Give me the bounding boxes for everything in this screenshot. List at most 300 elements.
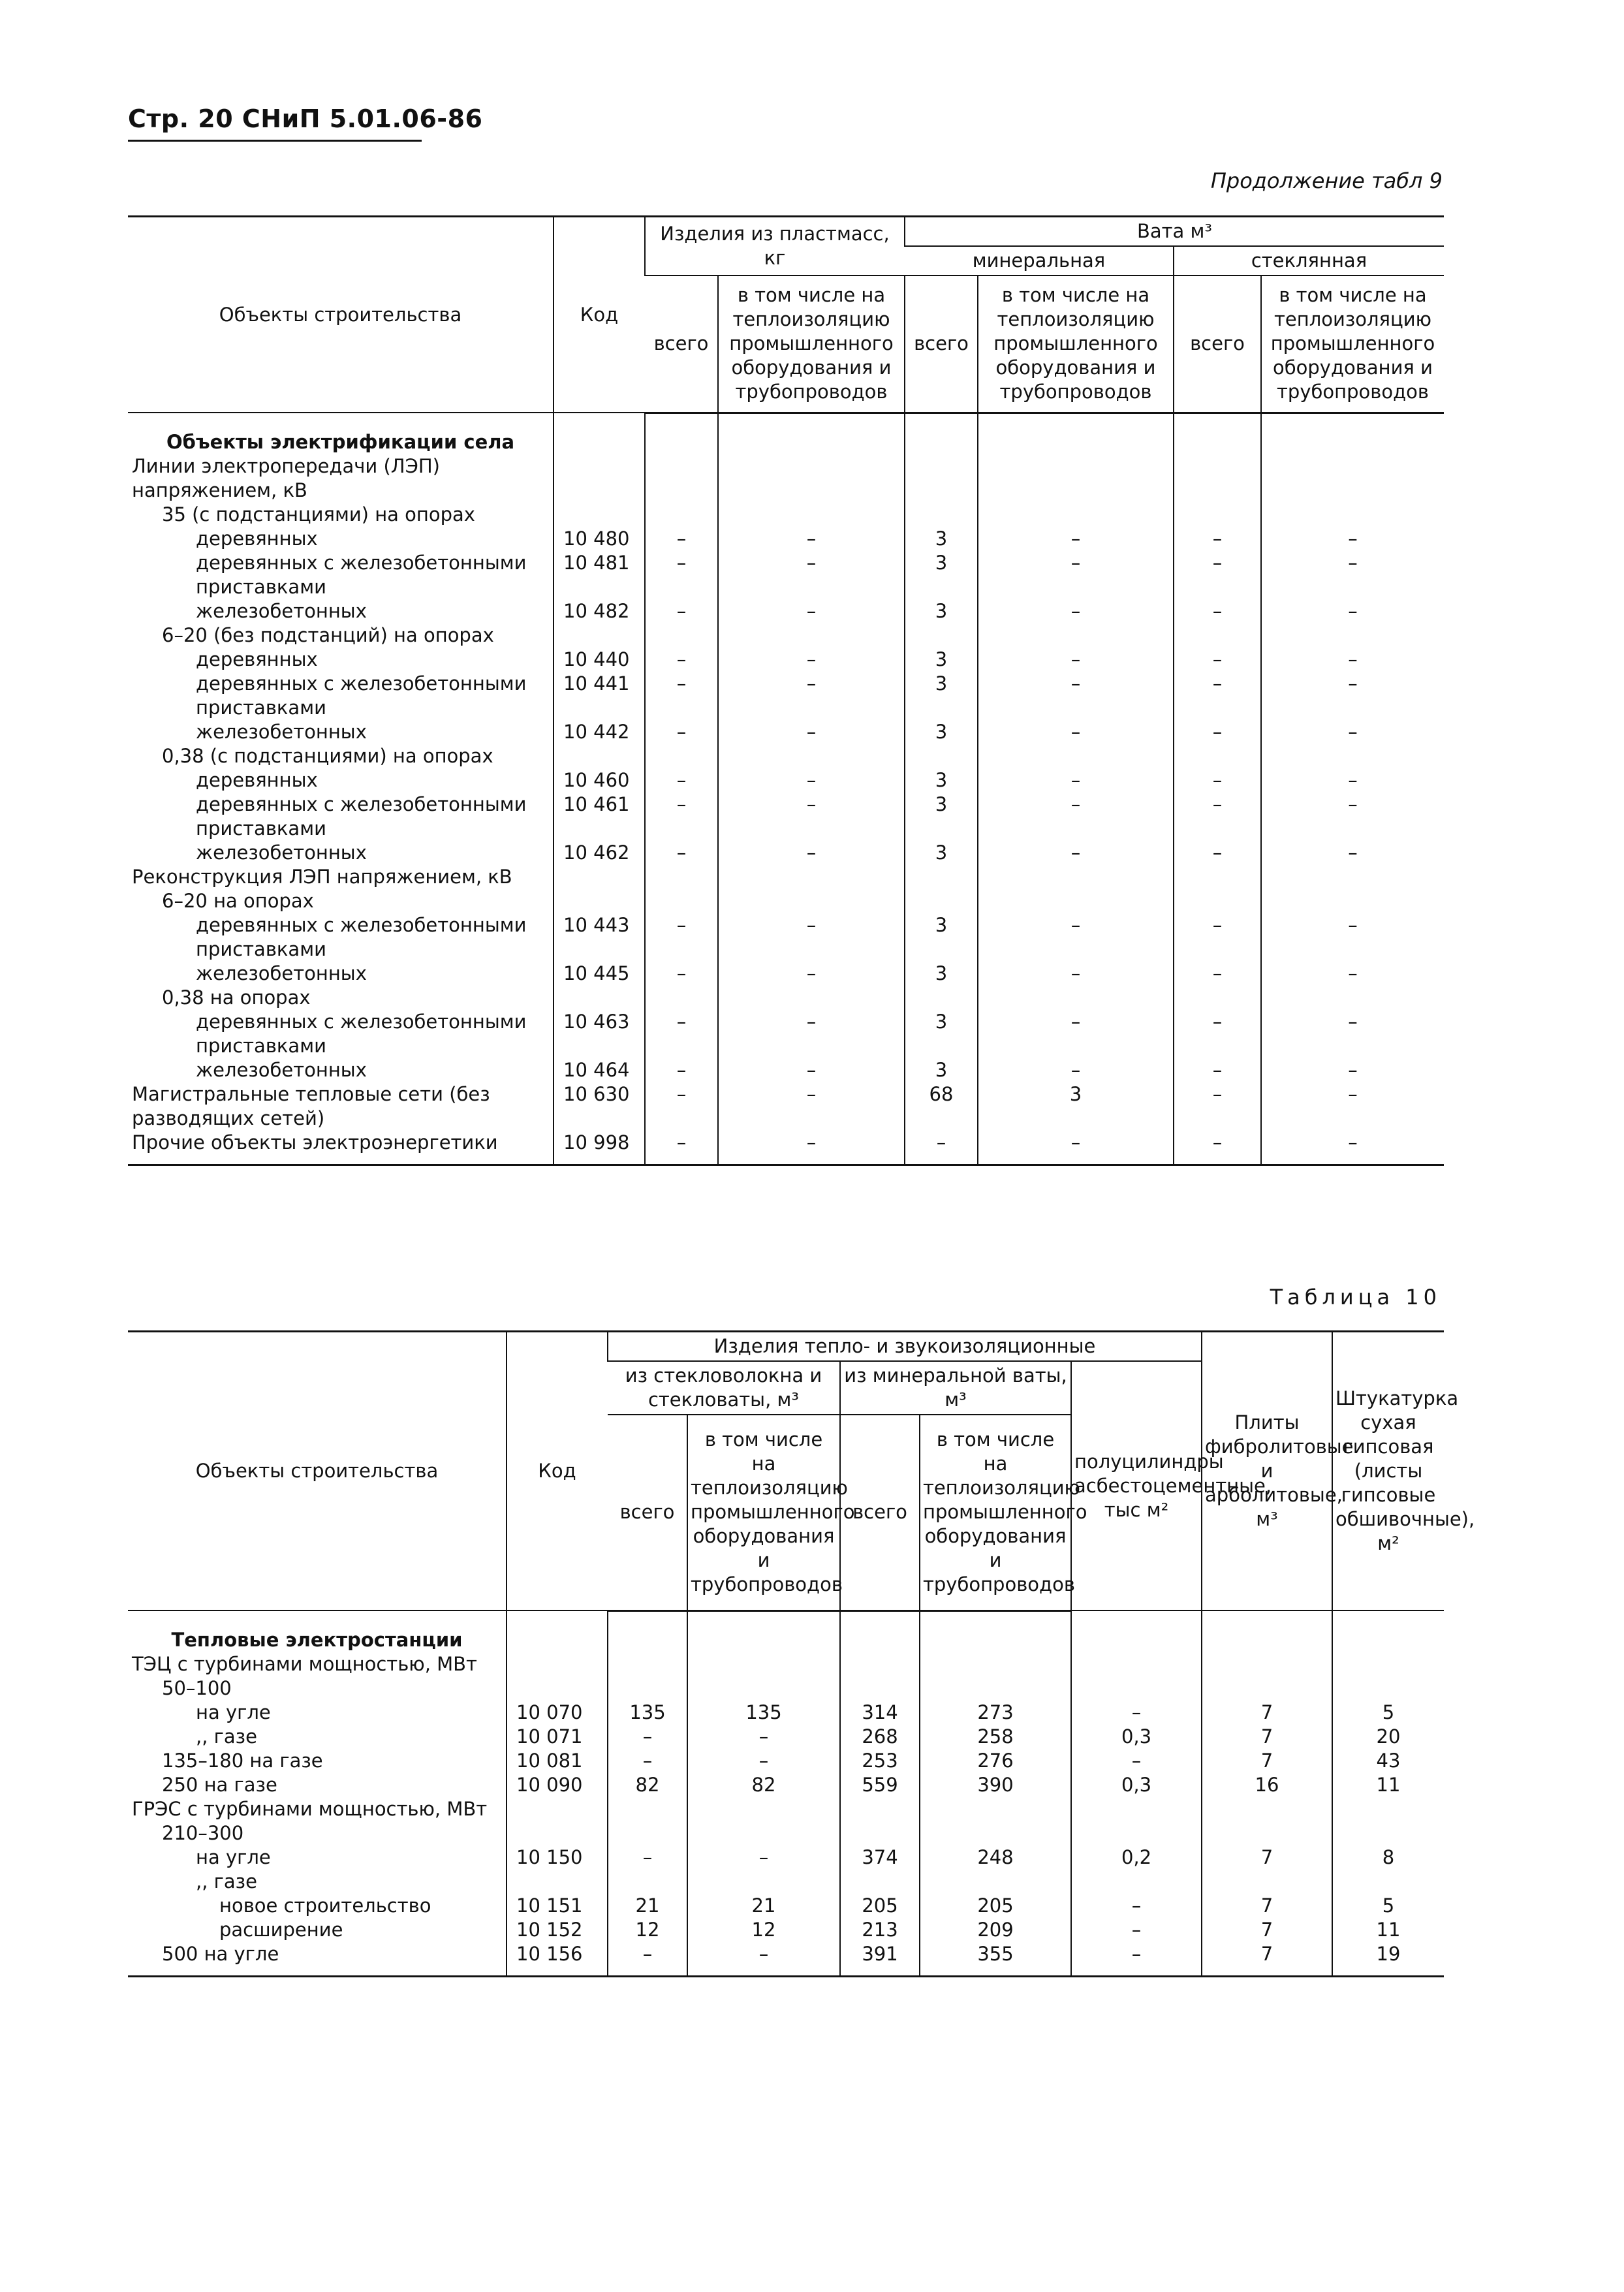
row-value: – xyxy=(645,962,718,986)
row-value: – xyxy=(978,913,1174,962)
col-total: всего xyxy=(840,1415,920,1610)
row-value xyxy=(840,1870,920,1894)
row-value xyxy=(1261,503,1444,527)
row-value: – xyxy=(1071,1749,1202,1773)
table-row xyxy=(128,986,1444,1010)
row-value: – xyxy=(645,1058,718,1082)
row-value: 7 xyxy=(1202,1942,1332,1977)
table-row xyxy=(128,503,1444,527)
col-code: Код xyxy=(554,217,645,413)
table-10-title: Таблица 10 xyxy=(1270,1285,1441,1310)
table-row xyxy=(128,1676,1444,1701)
col-including: в том числе на теплоизоляцию промышленного оборудования и трубопроводов xyxy=(978,275,1174,413)
row-value: – xyxy=(645,793,718,841)
row-value: 82 xyxy=(608,1773,687,1797)
col-objects: Объекты строительства xyxy=(128,217,554,413)
row-value: – xyxy=(645,841,718,865)
row-value: 7 xyxy=(1202,1845,1332,1870)
row-name: деревянных с железобетонными приставками xyxy=(196,793,527,840)
row-value: 11 xyxy=(1332,1918,1444,1942)
row-value: – xyxy=(718,962,905,986)
row-value: 5 xyxy=(1332,1894,1444,1918)
row-value: – xyxy=(1261,962,1444,986)
row-code: 10 156 xyxy=(507,1942,608,1977)
row-code: 10 482 xyxy=(554,599,645,623)
row-name: 0,38 (с подстанциями) на опорах xyxy=(162,745,493,767)
row-code: 10 480 xyxy=(554,527,645,551)
row-value: – xyxy=(1174,962,1261,986)
row-value: – xyxy=(1261,527,1444,551)
row-value: – xyxy=(1261,672,1444,720)
row-code xyxy=(554,744,645,768)
row-value xyxy=(645,889,718,913)
table-row xyxy=(128,1821,1444,1845)
row-code: 10 070 xyxy=(507,1701,608,1725)
row-value: – xyxy=(1174,1082,1261,1131)
row-code xyxy=(554,986,645,1010)
row-code xyxy=(554,623,645,648)
row-value xyxy=(1202,1797,1332,1821)
row-value: – xyxy=(1174,551,1261,599)
row-name: новое строительство xyxy=(219,1894,431,1917)
row-code xyxy=(507,1870,608,1894)
row-value: 3 xyxy=(905,720,978,744)
row-value: – xyxy=(718,551,905,599)
table-row xyxy=(128,1942,1444,1977)
row-code xyxy=(554,889,645,913)
row-value: – xyxy=(1174,672,1261,720)
row-value xyxy=(1261,623,1444,648)
row-name: расширение xyxy=(219,1919,343,1941)
col-plastics: Изделия из пластмасс, кг xyxy=(645,217,905,276)
row-value: 355 xyxy=(920,1942,1071,1977)
row-value xyxy=(608,1821,687,1845)
row-value xyxy=(978,623,1174,648)
table-row xyxy=(128,672,1444,720)
row-value xyxy=(1261,889,1444,913)
row-value: – xyxy=(1174,841,1261,865)
row-value xyxy=(718,623,905,648)
row-value: 248 xyxy=(920,1845,1071,1870)
row-code: 10 463 xyxy=(554,1010,645,1058)
row-value: 205 xyxy=(920,1894,1071,1918)
row-value xyxy=(687,1797,840,1821)
row-name: деревянных xyxy=(196,527,318,550)
row-value: – xyxy=(687,1845,840,1870)
table-row xyxy=(128,1918,1444,1942)
row-value: – xyxy=(1071,1942,1202,1977)
row-value xyxy=(1261,986,1444,1010)
row-value: – xyxy=(1174,599,1261,623)
row-value: – xyxy=(608,1725,687,1749)
row-name: 6–20 на опорах xyxy=(162,890,314,912)
row-value xyxy=(978,454,1174,503)
table-row xyxy=(128,889,1444,913)
row-name: 210–300 xyxy=(162,1822,244,1844)
row-code xyxy=(554,503,645,527)
row-value: 7 xyxy=(1202,1701,1332,1725)
row-value: – xyxy=(1261,551,1444,599)
row-value: – xyxy=(1174,1058,1261,1082)
row-value: 3 xyxy=(905,648,978,672)
table-row xyxy=(128,720,1444,744)
col-including: в том числе на теплоизоляцию промышленного оборудования и трубопроводов xyxy=(1261,275,1444,413)
row-code: 10 481 xyxy=(554,551,645,599)
row-value xyxy=(718,889,905,913)
row-value xyxy=(905,986,978,1010)
section-title: Объекты электрификации села xyxy=(166,431,515,453)
row-value xyxy=(645,865,718,889)
col-total: всего xyxy=(905,275,978,413)
row-value xyxy=(840,1797,920,1821)
row-value: – xyxy=(645,1082,718,1131)
row-value: – xyxy=(1261,768,1444,793)
table-row xyxy=(128,1058,1444,1082)
row-name: ,, газе xyxy=(196,1870,257,1892)
row-value xyxy=(920,1676,1071,1701)
row-name: ,, газе xyxy=(196,1725,257,1748)
row-value: 16 xyxy=(1202,1773,1332,1797)
row-value: – xyxy=(978,648,1174,672)
row-value: – xyxy=(718,1131,905,1165)
row-code: 10 081 xyxy=(507,1749,608,1773)
row-value: – xyxy=(1261,793,1444,841)
row-code xyxy=(507,1652,608,1676)
row-code: 10 461 xyxy=(554,793,645,841)
row-value: – xyxy=(718,841,905,865)
row-value xyxy=(840,1821,920,1845)
table-row xyxy=(128,1845,1444,1870)
table-row xyxy=(128,1701,1444,1725)
row-value: – xyxy=(718,913,905,962)
row-code: 10 441 xyxy=(554,672,645,720)
row-value xyxy=(905,889,978,913)
row-value xyxy=(1174,623,1261,648)
row-value xyxy=(645,503,718,527)
row-value: 559 xyxy=(840,1773,920,1797)
table-10 xyxy=(128,1330,1475,1977)
row-value xyxy=(905,454,978,503)
table-row xyxy=(128,841,1444,865)
row-value xyxy=(905,744,978,768)
row-value: – xyxy=(1261,1131,1444,1165)
row-value: 390 xyxy=(920,1773,1071,1797)
row-value: 20 xyxy=(1332,1725,1444,1749)
row-value xyxy=(978,865,1174,889)
row-value: 3 xyxy=(905,793,978,841)
row-value: 0,2 xyxy=(1071,1845,1202,1870)
row-value: – xyxy=(687,1749,840,1773)
row-value: 3 xyxy=(978,1082,1174,1131)
row-value: 258 xyxy=(920,1725,1071,1749)
table-row xyxy=(128,793,1444,841)
row-value: 273 xyxy=(920,1701,1071,1725)
col-plaster: Штукатурка сухая гипсовая (листы гипсовые обшивочные), м² xyxy=(1332,1332,1444,1611)
row-code: 10 152 xyxy=(507,1918,608,1942)
row-value: 82 xyxy=(687,1773,840,1797)
row-value xyxy=(1332,1652,1444,1676)
row-value: – xyxy=(608,1845,687,1870)
row-name: железобетонных xyxy=(196,600,367,622)
row-value: – xyxy=(645,720,718,744)
row-value: – xyxy=(1174,1010,1261,1058)
row-value: 209 xyxy=(920,1918,1071,1942)
row-value xyxy=(978,986,1174,1010)
row-name: железобетонных xyxy=(196,841,367,864)
table-row xyxy=(128,1010,1444,1058)
row-value: – xyxy=(1261,1058,1444,1082)
row-value xyxy=(920,1797,1071,1821)
row-code: 10 443 xyxy=(554,913,645,962)
row-value xyxy=(608,1652,687,1676)
col-mineralwool: из минеральной ваты, м³ xyxy=(840,1361,1071,1415)
row-value: 3 xyxy=(905,913,978,962)
row-value: 3 xyxy=(905,672,978,720)
table-row xyxy=(128,1749,1444,1773)
row-value: – xyxy=(978,527,1174,551)
row-name: 6–20 (без подстанций) на опорах xyxy=(162,624,494,646)
row-name: деревянных xyxy=(196,648,318,670)
row-value: – xyxy=(978,599,1174,623)
row-value: – xyxy=(718,793,905,841)
row-code: 10 630 xyxy=(554,1082,645,1131)
col-code: Код xyxy=(507,1332,608,1611)
row-value: – xyxy=(978,551,1174,599)
row-value: – xyxy=(1071,1918,1202,1942)
row-value xyxy=(1332,1676,1444,1701)
col-total: всего xyxy=(608,1415,687,1610)
row-value: – xyxy=(608,1749,687,1773)
row-value: 11 xyxy=(1332,1773,1444,1797)
row-value: – xyxy=(1261,1010,1444,1058)
row-value: – xyxy=(687,1942,840,1977)
table-row xyxy=(128,1725,1444,1749)
row-value xyxy=(1174,503,1261,527)
row-value xyxy=(1202,1652,1332,1676)
row-value: 374 xyxy=(840,1845,920,1870)
row-code: 10 071 xyxy=(507,1725,608,1749)
row-value xyxy=(905,503,978,527)
row-value xyxy=(978,503,1174,527)
row-value xyxy=(608,1797,687,1821)
table-row xyxy=(128,551,1444,599)
row-value: 213 xyxy=(840,1918,920,1942)
row-value: 21 xyxy=(687,1894,840,1918)
row-value xyxy=(645,986,718,1010)
row-name: 35 (с подстанциями) на опорах xyxy=(162,503,475,526)
col-including: в том числе на теплоизоляцию промышленного оборудования и трубопроводов xyxy=(718,275,905,413)
row-value: – xyxy=(978,793,1174,841)
row-value: 135 xyxy=(608,1701,687,1725)
table-row xyxy=(128,962,1444,986)
row-value: – xyxy=(645,599,718,623)
row-value xyxy=(920,1652,1071,1676)
row-value: – xyxy=(1261,913,1444,962)
table-row xyxy=(128,1797,1444,1821)
row-value: – xyxy=(1174,768,1261,793)
table-row xyxy=(128,1131,1444,1165)
col-insulation: Изделия тепло- и звукоизоляционные xyxy=(608,1332,1202,1362)
row-value: 7 xyxy=(1202,1918,1332,1942)
row-value: 391 xyxy=(840,1942,920,1977)
table-row xyxy=(128,454,1444,503)
row-name: на угле xyxy=(196,1846,271,1868)
row-code xyxy=(554,454,645,503)
table-row xyxy=(128,768,1444,793)
row-value: 3 xyxy=(905,768,978,793)
row-value: 205 xyxy=(840,1894,920,1918)
row-value: – xyxy=(608,1942,687,1977)
table-row xyxy=(128,527,1444,551)
row-value: 3 xyxy=(905,962,978,986)
row-value: 3 xyxy=(905,527,978,551)
row-value: – xyxy=(645,672,718,720)
row-value xyxy=(1261,865,1444,889)
page-header: Стр. 20 СНиП 5.01.06-86 xyxy=(128,104,483,133)
row-value: – xyxy=(718,527,905,551)
row-code: 10 998 xyxy=(554,1131,645,1165)
row-code: 10 445 xyxy=(554,962,645,986)
table-row xyxy=(128,865,1444,889)
table-row xyxy=(128,1894,1444,1918)
row-code: 10 151 xyxy=(507,1894,608,1918)
row-value: – xyxy=(1174,720,1261,744)
row-value: 7 xyxy=(1202,1749,1332,1773)
row-value: – xyxy=(718,1010,905,1058)
row-name: железобетонных xyxy=(196,721,367,743)
row-name: 0,38 на опорах xyxy=(162,986,311,1009)
row-value: – xyxy=(978,841,1174,865)
row-code: 10 440 xyxy=(554,648,645,672)
row-name: 250 на газе xyxy=(162,1774,277,1796)
row-value: – xyxy=(1071,1894,1202,1918)
table-row xyxy=(128,913,1444,962)
row-value xyxy=(608,1870,687,1894)
row-value: – xyxy=(1261,599,1444,623)
row-value: 0,3 xyxy=(1071,1773,1202,1797)
row-name: Прочие объекты электроэнергетики xyxy=(128,1131,554,1165)
table-row xyxy=(128,744,1444,768)
col-glassfiber: из стекловолокна и стекловаты, м³ xyxy=(608,1361,840,1415)
row-value: 3 xyxy=(905,841,978,865)
col-mineral: минеральная xyxy=(905,246,1174,275)
continuation-label: Продолжение табл 9 xyxy=(1210,168,1443,193)
row-value: 8 xyxy=(1332,1845,1444,1870)
row-value xyxy=(1071,1821,1202,1845)
row-value: 3 xyxy=(905,1010,978,1058)
row-name: Линии электропередачи (ЛЭП) напряжением, кВ xyxy=(132,455,440,501)
row-value xyxy=(1174,889,1261,913)
row-value: – xyxy=(718,672,905,720)
row-value xyxy=(645,744,718,768)
row-value: – xyxy=(718,599,905,623)
row-name: 135–180 на газе xyxy=(162,1750,323,1772)
row-value: 5 xyxy=(1332,1701,1444,1725)
table-9 xyxy=(128,215,1444,1166)
row-value: – xyxy=(1174,527,1261,551)
section-title: Тепловые электростанции xyxy=(171,1629,463,1651)
row-value: – xyxy=(978,1131,1174,1165)
row-value xyxy=(905,623,978,648)
table-row xyxy=(128,1082,1444,1131)
row-code xyxy=(554,865,645,889)
row-value: – xyxy=(687,1725,840,1749)
row-value xyxy=(1332,1870,1444,1894)
row-name: деревянных с железобетонными приставками xyxy=(196,672,527,719)
row-value: – xyxy=(718,720,905,744)
row-name: ГРЭС с турбинами мощностью, МВт xyxy=(132,1798,488,1820)
row-code: 10 150 xyxy=(507,1845,608,1870)
row-value xyxy=(687,1821,840,1845)
row-value xyxy=(1202,1676,1332,1701)
row-value: – xyxy=(1261,1082,1444,1131)
row-code xyxy=(507,1797,608,1821)
row-value xyxy=(718,744,905,768)
row-value xyxy=(645,454,718,503)
row-value: – xyxy=(978,672,1174,720)
col-cylinders: полуцилиндры асбестоцементные, тыс м² xyxy=(1071,1361,1202,1610)
row-value: – xyxy=(1174,648,1261,672)
row-value: 7 xyxy=(1202,1725,1332,1749)
row-code: 10 460 xyxy=(554,768,645,793)
row-value: – xyxy=(1261,648,1444,672)
row-value xyxy=(1202,1870,1332,1894)
col-glass: стеклянная xyxy=(1174,246,1444,275)
row-value: 68 xyxy=(905,1082,978,1131)
row-code: 10 464 xyxy=(554,1058,645,1082)
row-value xyxy=(1261,744,1444,768)
row-value xyxy=(718,865,905,889)
row-value: – xyxy=(645,551,718,599)
table-row xyxy=(128,648,1444,672)
row-name: деревянных с железобетонными приставками xyxy=(196,552,527,598)
row-value: 135 xyxy=(687,1701,840,1725)
row-name: Магистральные тепловые сети (без разводящих сетей) xyxy=(132,1083,490,1129)
row-name: железобетонных xyxy=(196,1059,367,1081)
row-value xyxy=(840,1652,920,1676)
row-value: – xyxy=(905,1131,978,1165)
col-total: всего xyxy=(1174,275,1261,413)
row-value: 268 xyxy=(840,1725,920,1749)
row-value xyxy=(1174,865,1261,889)
row-value xyxy=(1202,1821,1332,1845)
row-value: – xyxy=(978,962,1174,986)
row-value xyxy=(1174,986,1261,1010)
row-code: 10 442 xyxy=(554,720,645,744)
row-code xyxy=(507,1821,608,1845)
row-name: на угле xyxy=(196,1701,271,1723)
col-total: всего xyxy=(645,275,718,413)
row-value: 3 xyxy=(905,1058,978,1082)
row-name: железобетонных xyxy=(196,962,367,984)
row-value xyxy=(1071,1870,1202,1894)
row-value: – xyxy=(1174,913,1261,962)
row-value: – xyxy=(645,913,718,962)
row-name: Реконструкция ЛЭП напряжением, кВ xyxy=(132,866,512,888)
col-objects: Объекты строительства xyxy=(128,1332,507,1611)
row-value xyxy=(1071,1797,1202,1821)
row-name: деревянных xyxy=(196,769,318,791)
row-value: – xyxy=(1174,793,1261,841)
row-value: 276 xyxy=(920,1749,1071,1773)
row-value xyxy=(978,744,1174,768)
row-value xyxy=(1261,454,1444,503)
table-row xyxy=(128,1870,1444,1894)
table-row xyxy=(128,623,1444,648)
row-value xyxy=(1332,1797,1444,1821)
table-row xyxy=(128,1773,1444,1797)
row-name: 50–100 xyxy=(162,1677,232,1699)
